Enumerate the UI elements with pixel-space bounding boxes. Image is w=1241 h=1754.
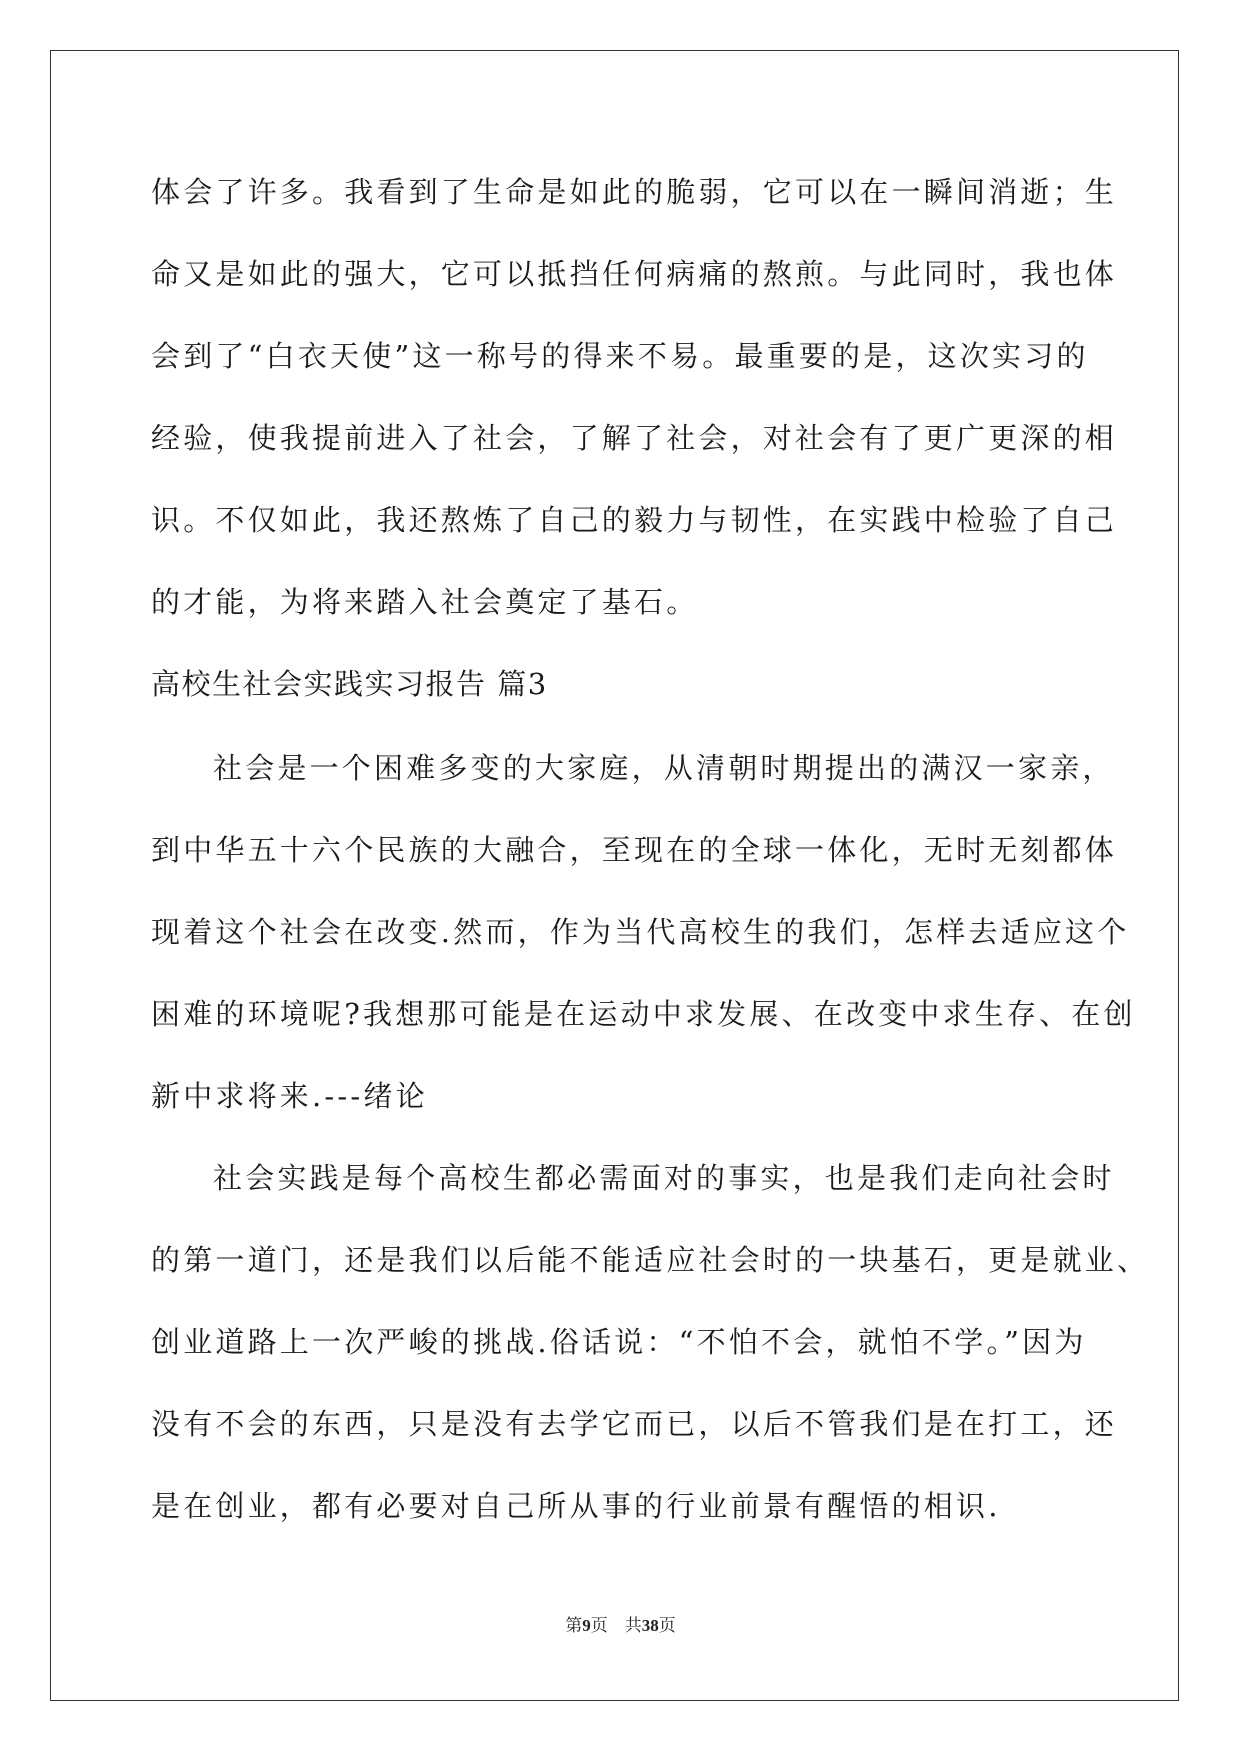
text-line: 经验，使我提前进入了社会，了解了社会，对社会有了更广更深的相 xyxy=(151,421,1118,455)
document-body xyxy=(151,166,1150,1562)
current-page-number: 9 xyxy=(582,1616,591,1635)
text-line: 没有不会的东西，只是没有去学它而已，以后不管我们是在打工，还 xyxy=(151,1407,1118,1441)
text-line: 的才能，为将来踏入社会奠定了基石。 xyxy=(151,585,699,619)
text-line: 新中求将来.---绪论 xyxy=(151,1079,428,1113)
page-footer xyxy=(0,1611,1241,1636)
footer-prefix: 第 xyxy=(565,1616,583,1635)
text-line: 会到了“白衣天使”这一称号的得来不易。最重要的是，这次实习的 xyxy=(151,339,1089,373)
footer-mid: 页 共 xyxy=(590,1616,642,1635)
text-line: 识。不仅如此，我还熬炼了自己的毅力与韧性，在实践中检验了自己 xyxy=(151,503,1118,537)
section-title: 高校生社会实践实习报告 篇3 xyxy=(151,667,548,701)
text-line: 困难的环境呢?我想那可能是在运动中求发展、在改变中求生存、在创 xyxy=(151,997,1136,1031)
text-line: 创业道路上一次严峻的挑战.俗话说：“不怕不会，就怕不学。”因为 xyxy=(151,1325,1087,1359)
total-pages-number: 38 xyxy=(641,1616,659,1635)
text-line: 社会实践是每个高校生都必需面对的事实，也是我们走向社会时 xyxy=(213,1161,1115,1195)
footer-suffix: 页 xyxy=(658,1616,676,1635)
text-line: 现着这个社会在改变.然而，作为当代高校生的我们，怎样去适应这个 xyxy=(151,915,1130,949)
text-line: 社会是一个困难多变的大家庭，从清朝时期提出的满汉一家亲， xyxy=(213,751,1115,785)
text-line: 是在创业，都有必要对自己所从事的行业前景有醒悟的相识. xyxy=(151,1489,1001,1523)
text-line: 的第一道门，还是我们以后能不能适应社会时的一块基石，更是就业、 xyxy=(151,1243,1150,1277)
text-line: 体会了许多。我看到了生命是如此的脆弱，它可以在一瞬间消逝；生 xyxy=(151,175,1118,209)
text-line: 命又是如此的强大，它可以抵挡任何病痛的熬煎。与此同时，我也体 xyxy=(151,257,1118,291)
text-line: 到中华五十六个民族的大融合，至现在的全球一体化，无时无刻都体 xyxy=(151,833,1118,867)
